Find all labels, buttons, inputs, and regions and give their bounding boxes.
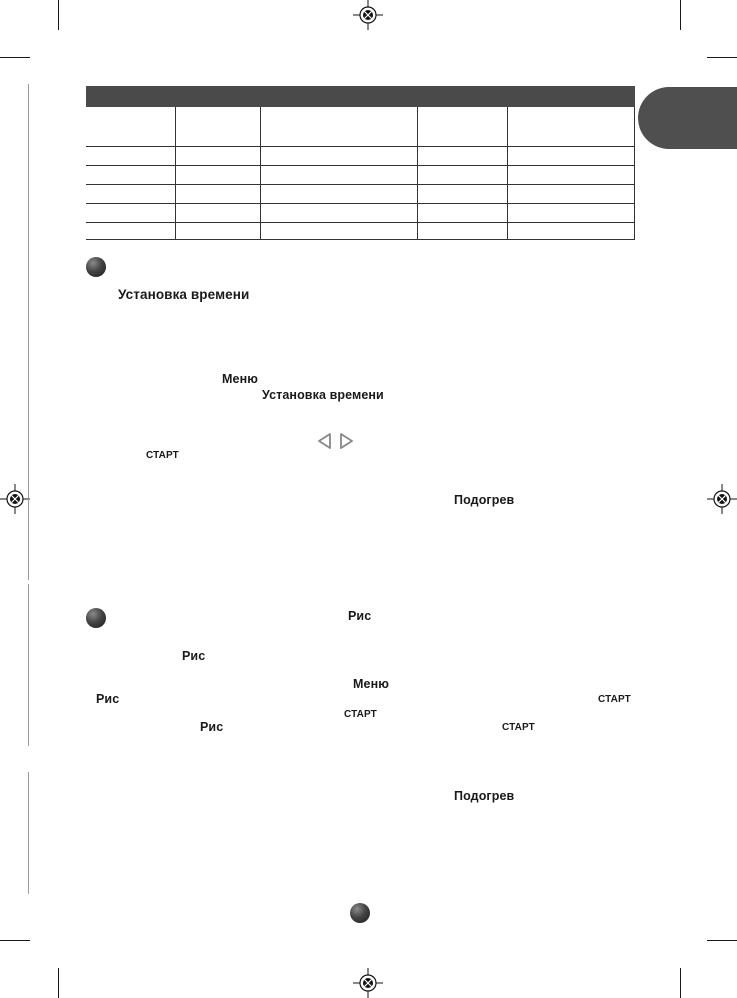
time-setting-heading: Установка времени	[118, 287, 250, 302]
start-button-label: СТАРТ	[146, 450, 179, 461]
margin-guide	[28, 84, 29, 580]
table-row-line	[86, 146, 635, 147]
start-button-label: СТАРТ	[344, 709, 377, 720]
crop-mark	[680, 968, 681, 998]
rice-program-label: Рис	[200, 720, 224, 734]
menu-button-label: Меню	[353, 677, 389, 691]
start-button-label: СТАРТ	[502, 722, 535, 733]
table-row-line	[86, 203, 635, 204]
registration-mark-icon	[707, 484, 737, 514]
registration-mark-icon	[353, 0, 383, 30]
language-tab	[638, 87, 737, 149]
table-row-line	[86, 184, 635, 185]
table-row-line	[86, 165, 635, 166]
table-column-line	[260, 107, 261, 240]
table-column-line	[417, 107, 418, 240]
crop-mark	[58, 968, 59, 998]
registration-mark-icon	[353, 968, 383, 998]
crop-mark	[0, 57, 30, 58]
table-column-line	[634, 107, 635, 240]
crop-mark	[0, 940, 30, 941]
section-bullet-icon	[86, 257, 106, 277]
rice-heading-label: Рис	[348, 609, 372, 623]
margin-guide	[28, 772, 29, 894]
rice-program-label: Рис	[182, 649, 206, 663]
time-setting-menu-item: Установка времени	[262, 388, 384, 402]
menu-button-label: Меню	[222, 372, 258, 386]
crop-mark	[680, 0, 681, 30]
keep-warm-label: Подогрев	[454, 493, 515, 507]
crop-mark	[707, 57, 737, 58]
keep-warm-label: Подогрев	[454, 789, 515, 803]
crop-mark	[58, 0, 59, 30]
start-button-label: СТАРТ	[598, 694, 631, 705]
left-right-arrows-icon	[317, 433, 355, 449]
rice-program-label: Рис	[96, 692, 120, 706]
table-header-bar	[86, 86, 635, 107]
table-column-line	[175, 107, 176, 240]
section-bullet-icon	[86, 608, 106, 628]
registration-mark-icon	[0, 484, 30, 514]
table-row-line	[86, 222, 635, 223]
page-number-bullet-icon	[350, 903, 370, 923]
table-row-line	[86, 239, 635, 240]
table-column-line	[507, 107, 508, 240]
crop-mark	[707, 940, 737, 941]
margin-guide	[28, 584, 29, 746]
